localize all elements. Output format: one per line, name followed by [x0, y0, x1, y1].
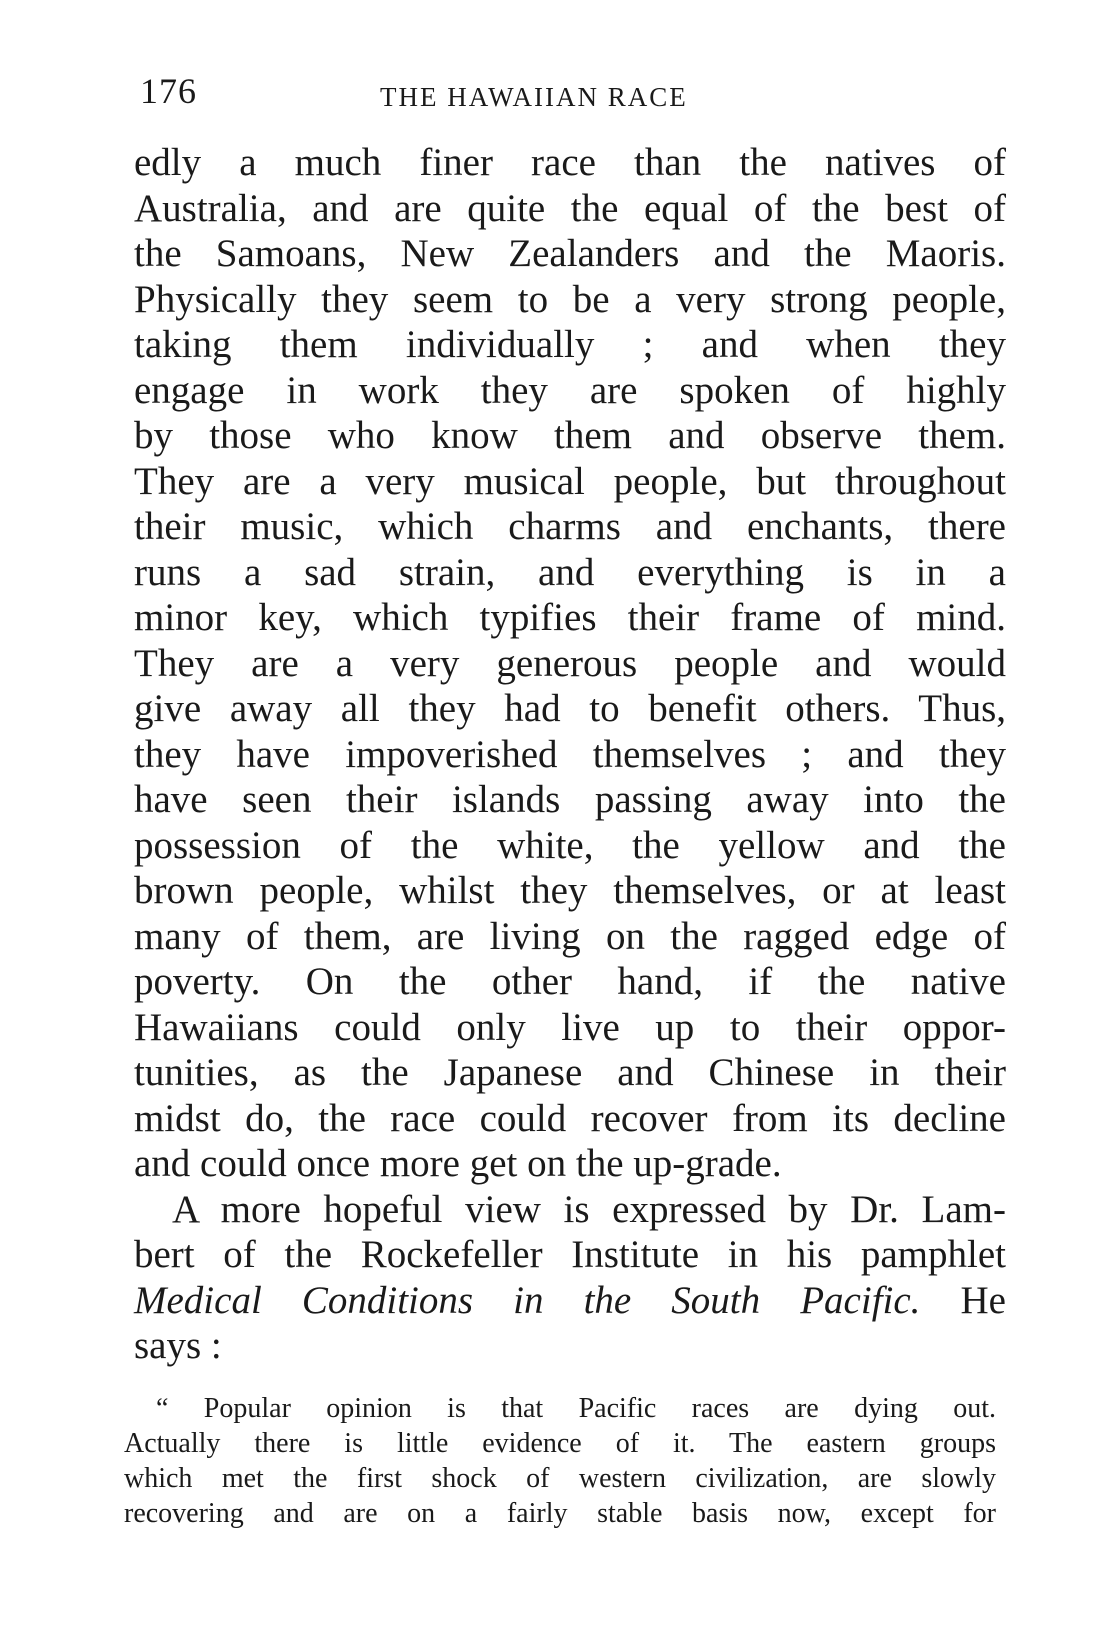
text-line: They are a very musical people, but throughout	[134, 459, 1006, 503]
text-line: taking them individually ; and when they	[134, 323, 1006, 366]
text-line: they have impoverished themselves ; and they	[134, 732, 1006, 776]
quote-line: “ Popular opinion is that Pacific races are dying out.	[156, 1393, 996, 1424]
text-line: poverty. On the other hand, if the native	[134, 960, 1006, 1003]
text-line: tunities, as the Japanese and Chinese in their	[134, 1051, 1006, 1094]
text-line	[134, 1278, 1006, 1324]
text-line: minor key, which typifies their frame of mind.	[134, 596, 1006, 639]
text-line: many of them, are living on the ragged edge of	[134, 914, 1006, 958]
text-line: Physically they seem to be a very strong people,	[134, 277, 1006, 321]
pamphlet-title: Medical Conditions in the South Pacific.	[134, 1278, 921, 1322]
text-line: engage in work they are spoken of highly	[134, 368, 1006, 412]
text-line: brown people, whilst they themselves, or at least	[134, 869, 1006, 912]
running-title: THE HAWAIIAN RACE	[380, 82, 688, 112]
paragraph-2	[134, 1187, 1006, 1369]
text-line: have seen their islands passing away into the	[134, 778, 1006, 821]
text-line: by those who know them and observe them.	[134, 414, 1006, 457]
text-line: A more hopeful view is expressed by Dr. Lam-	[172, 1187, 1006, 1231]
paragraph-1	[134, 140, 1006, 1187]
text-line: their music, which charms and enchants, there	[134, 505, 1006, 548]
page-number: 176	[140, 71, 197, 111]
text-line: possession of the white, the yellow and the	[134, 823, 1006, 867]
running-head	[140, 70, 1000, 120]
text-line: give away all they had to benefit others. Thus,	[134, 687, 1006, 730]
text-line: midst do, the race could recover from its decline	[134, 1096, 1006, 1140]
text-line: Hawaiians could only live up to their oppor-	[134, 1005, 1006, 1049]
quote-line: which met the first shock of western civilization, are slowly	[124, 1463, 996, 1494]
quote-line: recovering and are on a fairly stable basis now, except for	[124, 1498, 996, 1529]
text-line: the Samoans, New Zealanders and the Maoris.	[134, 232, 1006, 275]
text-line: says :	[134, 1324, 222, 1367]
text-line: bert of the Rockefeller Institute in his pamphlet	[134, 1233, 1006, 1276]
quote-line: Actually there is little evidence of it. The eastern groups	[124, 1428, 996, 1459]
text-line: runs a sad strain, and everything is in a	[134, 550, 1006, 594]
text-line: and could once more get on the up-grade.	[134, 1142, 782, 1185]
block-quotation	[124, 1391, 996, 1531]
text-line: edly a much finer race than the natives of	[134, 141, 1006, 184]
text-fragment: He	[960, 1278, 1006, 1322]
body-text	[134, 140, 1006, 1369]
text-line: They are a very generous people and would	[134, 641, 1006, 685]
text-line: Australia, and are quite the equal of the best of	[134, 186, 1006, 230]
